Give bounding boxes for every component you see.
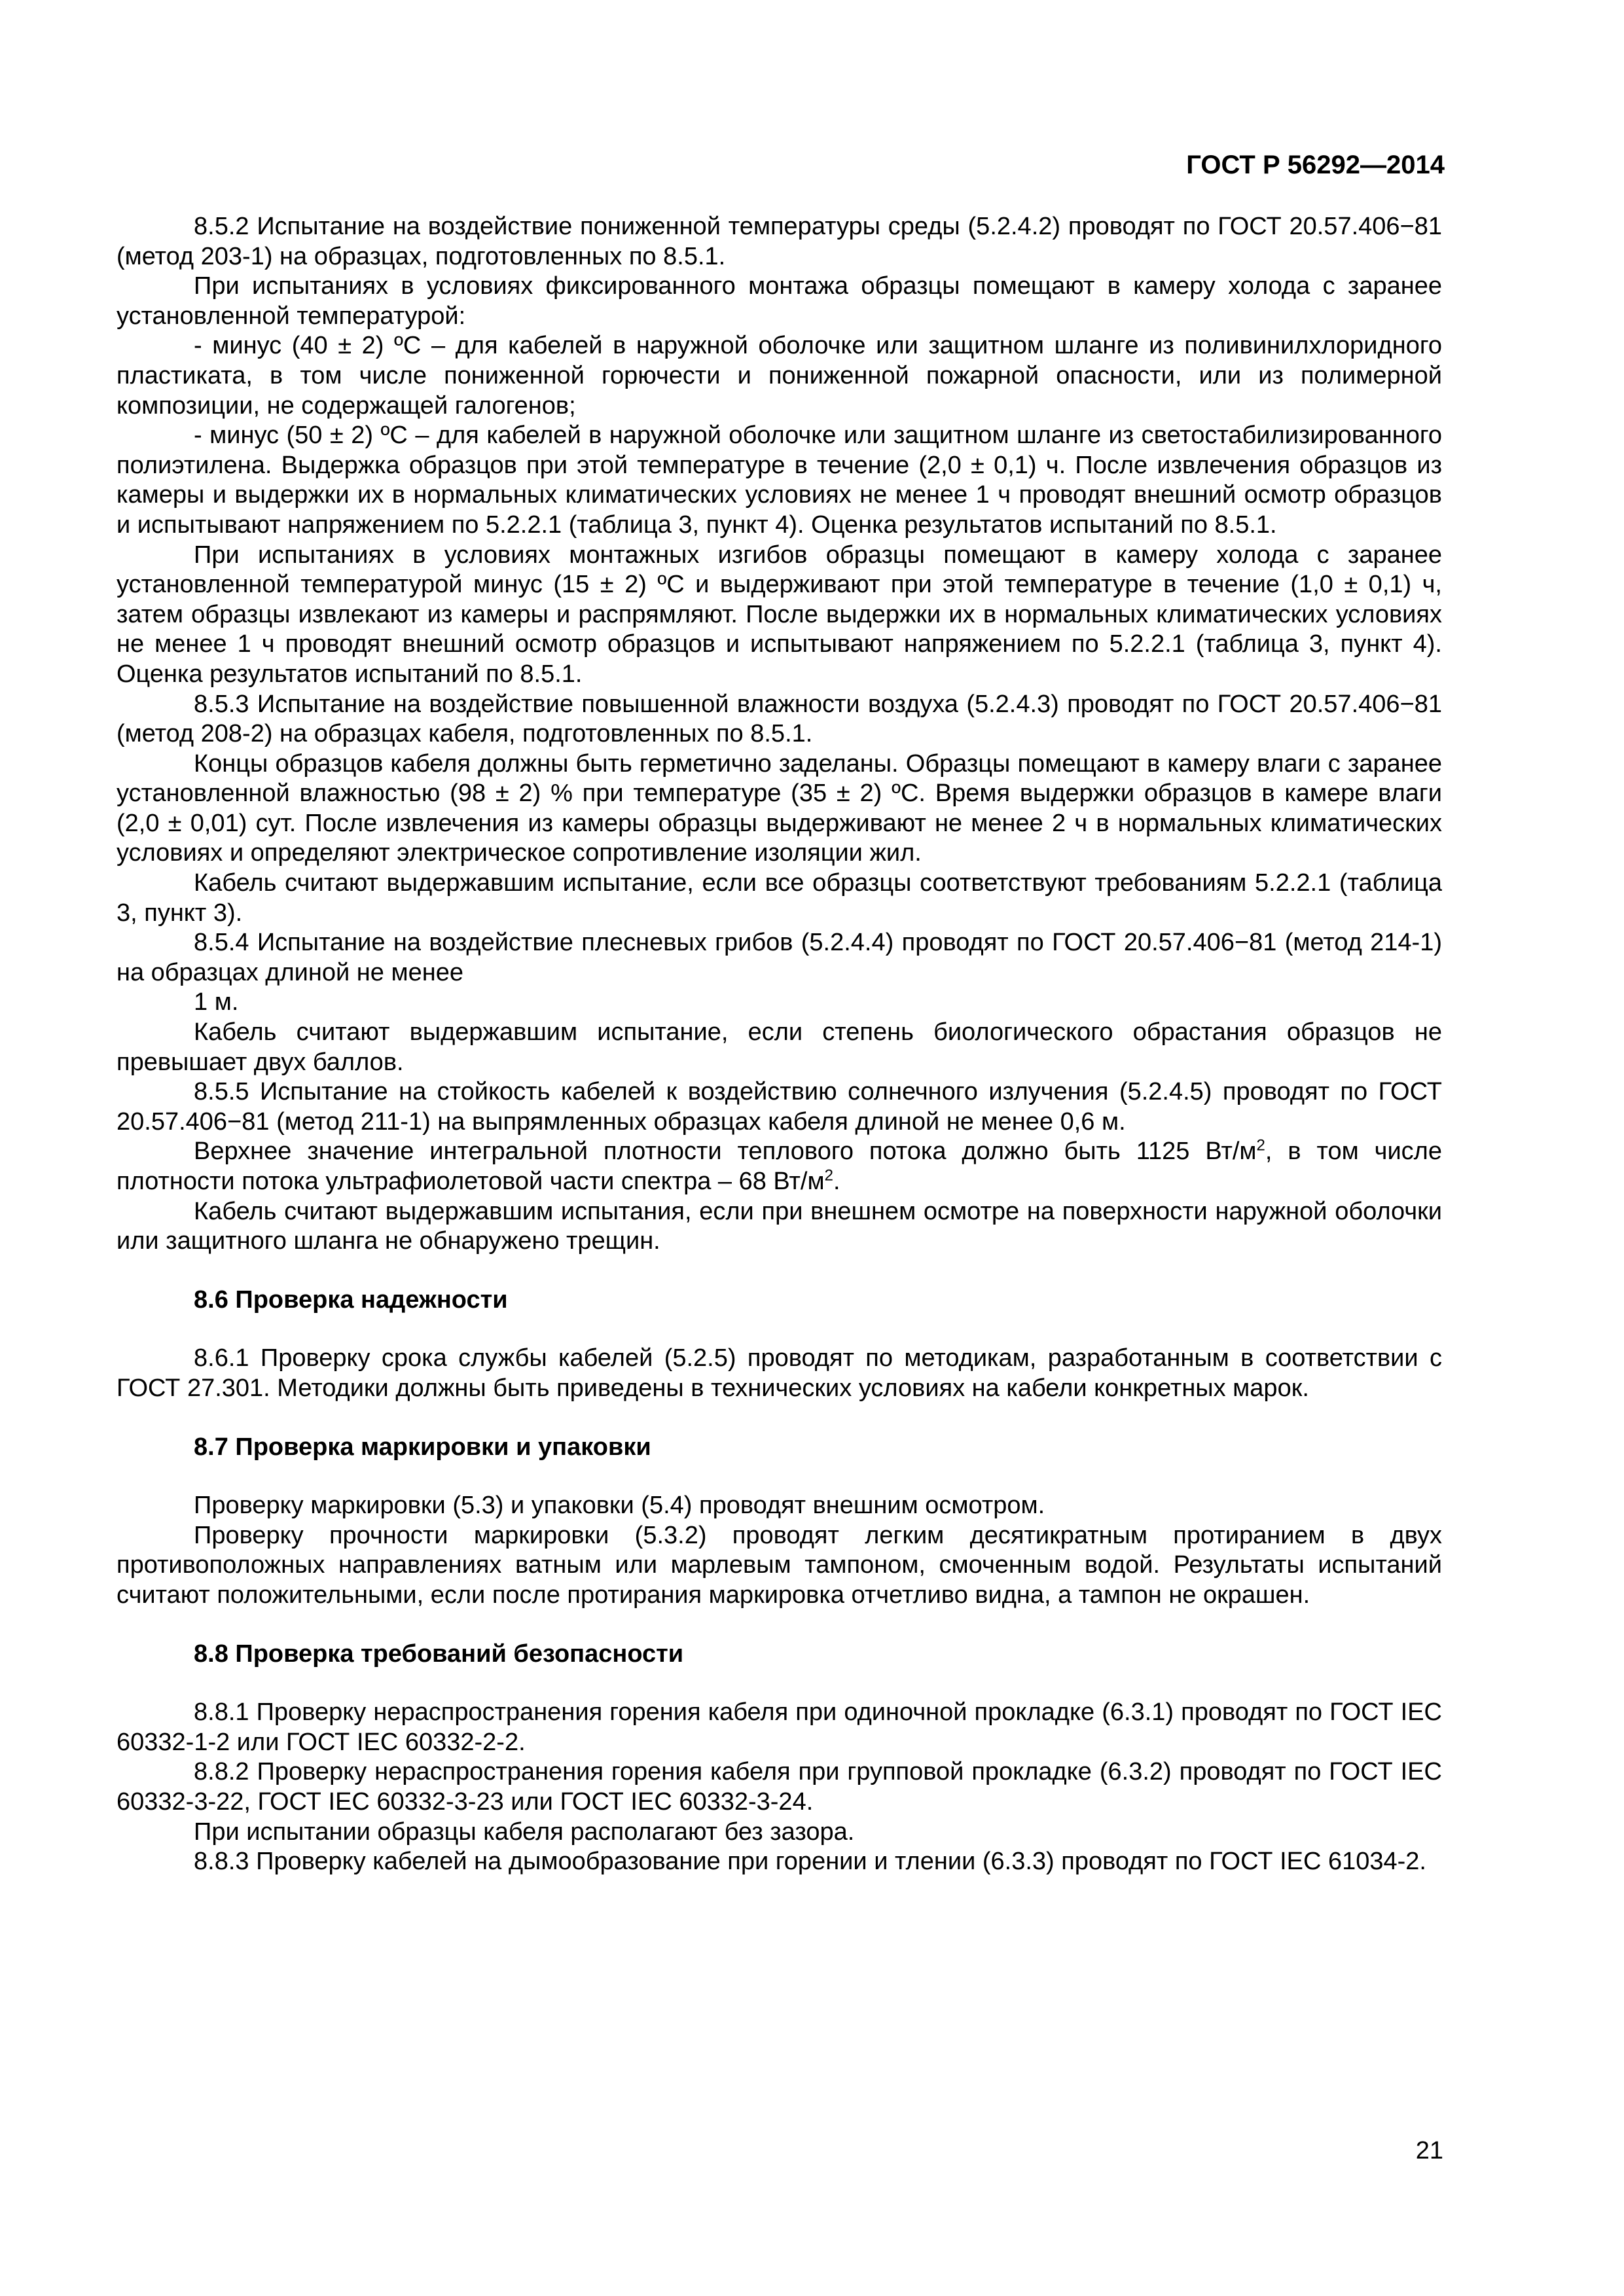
paragraph-8-8-2: 8.8.2 Проверку нераспространения горения кабеля при групповой прокладке (6.3.2) проводят по ГОСТ IEC 60332-3-22, ГОСТ IEC 60332-3-23 или ГОСТ IEC 60332-3-24. [117,1758,1442,1816]
paragraph-8-6-1: 8.6.1 Проверку срока службы кабелей (5.2.5) проводят по методикам, разработанным в соответствии с ГОСТ 27.301. Методики должны быть приведены в технических условиях на кабели конкретных марок. [117,1344,1442,1402]
paragraph-moisture-chamber: Концы образцов кабеля должны быть герметично заделаны. Образцы помещают в камеру влаги с заранее установленной влажностью (98 ± 2) % при температуре (35 ± 2) ºС. Время выдержки образцов в камере влаги (2,0 ± 0,01) сут. После извлечения из камеры образцы выдерживают не менее 2 ч в нормальных климатических условиях и определяют электрическое сопротивление изоляции жил. [117,749,1442,867]
page-number: 21 [1415,2137,1443,2164]
paragraph-moisture-result: Кабель считают выдержавшим испытание, если все образцы соответствуют требованиям 5.2.2.1 (таблица 3, пункт 3). [117,869,1442,927]
heat-flux-text-1: Верхнее значение интегральной плотности теплового потока должно быть 1125 Вт/м [194,1138,1257,1166]
document-body [117,212,1442,1877]
list-item-minus-40: - минус (40 ± 2) ºС – для кабелей в наружной оболочке или защитном шланге из поливинилхлоридного пластиката, в том числе пониженной горючести и пониженной пожарной опасности, или из полимерной композиции, не содержащей галогенов; [117,332,1442,420]
paragraph-fixed-mounting: При испытаниях в условиях фиксированного монтажа образцы помещают в камеру холода с заранее установленной температурой: [117,272,1442,330]
paragraph-marking-inspection: Проверку маркировки (5.3) и упаковки (5.4) проводят внешним осмотром. [194,1492,1045,1520]
section-heading-8-6: 8.6 Проверка надежности [194,1285,508,1314]
paragraph-heat-flux [117,1137,1442,1196]
paragraph-sample-length: 1 м. [194,988,239,1016]
heat-flux-superscript-2: 2 [824,1166,833,1185]
paragraph-marking-durability: Проверку прочности маркировки (5.3.2) проводят легким десятикратным протиранием в двух противоположных направлениях ватным или марлевым тампоном, смоченным водой. Результаты испытаний считают положительными, если после протирания маркировка отчетливо видна, а тампон не окрашен. [117,1521,1442,1609]
section-heading-8-8: 8.8 Проверка требований безопасности [194,1640,684,1668]
paragraph-no-gap: При испытании образцы кабеля располагают без зазора. [194,1818,855,1846]
heat-flux-text-3: . [833,1168,840,1195]
paragraph-mounting-bends: При испытаниях в условиях монтажных изгибов образцы помещают в камеру холода с заранее установленной температурой минус (15 ± 2) ºС и выдерживают при этой температуре в течение (1,0 ± 0,1) ч, затем образцы извлекают из камеры и распрямляют. После выдержки их в нормальных климатических условиях не менее 1 ч проводят внешний осмотр образцов и испытывают напряжением по 5.2.2.1 (таблица 3, пункт 4). Оценка результатов испытаний по 8.5.1. [117,541,1442,688]
paragraph-8-5-5: 8.5.5 Испытание на стойкость кабелей к воздействию солнечного излучения (5.2.4.5) проводят по ГОСТ 20.57.406−81 (метод 211-1) на выпрямленных образцах кабеля длиной не менее 0,6 м. [117,1078,1442,1136]
paragraph-solar-result: Кабель считают выдержавшим испытания, если при внешнем осмотре на поверхности наружной оболочки или защитного шланга не обнаружено трещин. [117,1197,1442,1255]
heat-flux-text-2: , в том числе плотности потока ультрафиолетовой части спектра – 68 Вт/м [117,1138,1442,1195]
paragraph-fungi-result: Кабель считают выдержавшим испытание, если степень биологического обрастания образцов не превышает двух баллов. [117,1018,1442,1076]
section-heading-8-7: 8.7 Проверка маркировки и упаковки [194,1433,651,1461]
paragraph-8-5-2: 8.5.2 Испытание на воздействие пониженной температуры среды (5.2.4.2) проводят по ГОСТ 20.57.406−81 (метод 203-1) на образцах, подготовленных по 8.5.1. [117,213,1442,270]
list-item-minus-50: - минус (50 ± 2) ºС – для кабелей в наружной оболочке или защитном шланге из светостабилизированного полиэтилена. Выдержка образцов при этой температуре в течение (2,0 ± 0,1) ч. После извлечения образцов из камеры и выдержки их в нормальных климатических условиях не менее 1 ч проводят внешний осмотр образцов и испытывают напряжением по 5.2.2.1 (таблица 3, пункт 4). Оценка результатов испытаний по 8.5.1. [117,422,1442,539]
paragraph-8-5-3: 8.5.3 Испытание на воздействие повышенной влажности воздуха (5.2.4.3) проводят по ГОСТ 20.57.406−81 (метод 208-2) на образцах кабеля, подготовленных по 8.5.1. [117,690,1442,748]
paragraph-8-5-4: 8.5.4 Испытание на воздействие плесневых грибов (5.2.4.4) проводят по ГОСТ 20.57.406−81 (метод 214-1) на образцах длиной не менее [117,929,1442,986]
heat-flux-superscript-1: 2 [1256,1136,1265,1155]
document-standard-header: ГОСТ Р 56292—2014 [1186,151,1445,179]
paragraph-8-8-3: 8.8.3 Проверку кабелей на дымообразование при горении и тлении (6.3.3) проводят по ГОСТ IEC 61034-2. [194,1848,1426,1876]
paragraph-8-8-1: 8.8.1 Проверку нераспространения горения кабеля при одиночной прокладке (6.3.1) проводят по ГОСТ IEC 60332-1-2 или ГОСТ IEC 60332-2-2. [117,1698,1442,1756]
